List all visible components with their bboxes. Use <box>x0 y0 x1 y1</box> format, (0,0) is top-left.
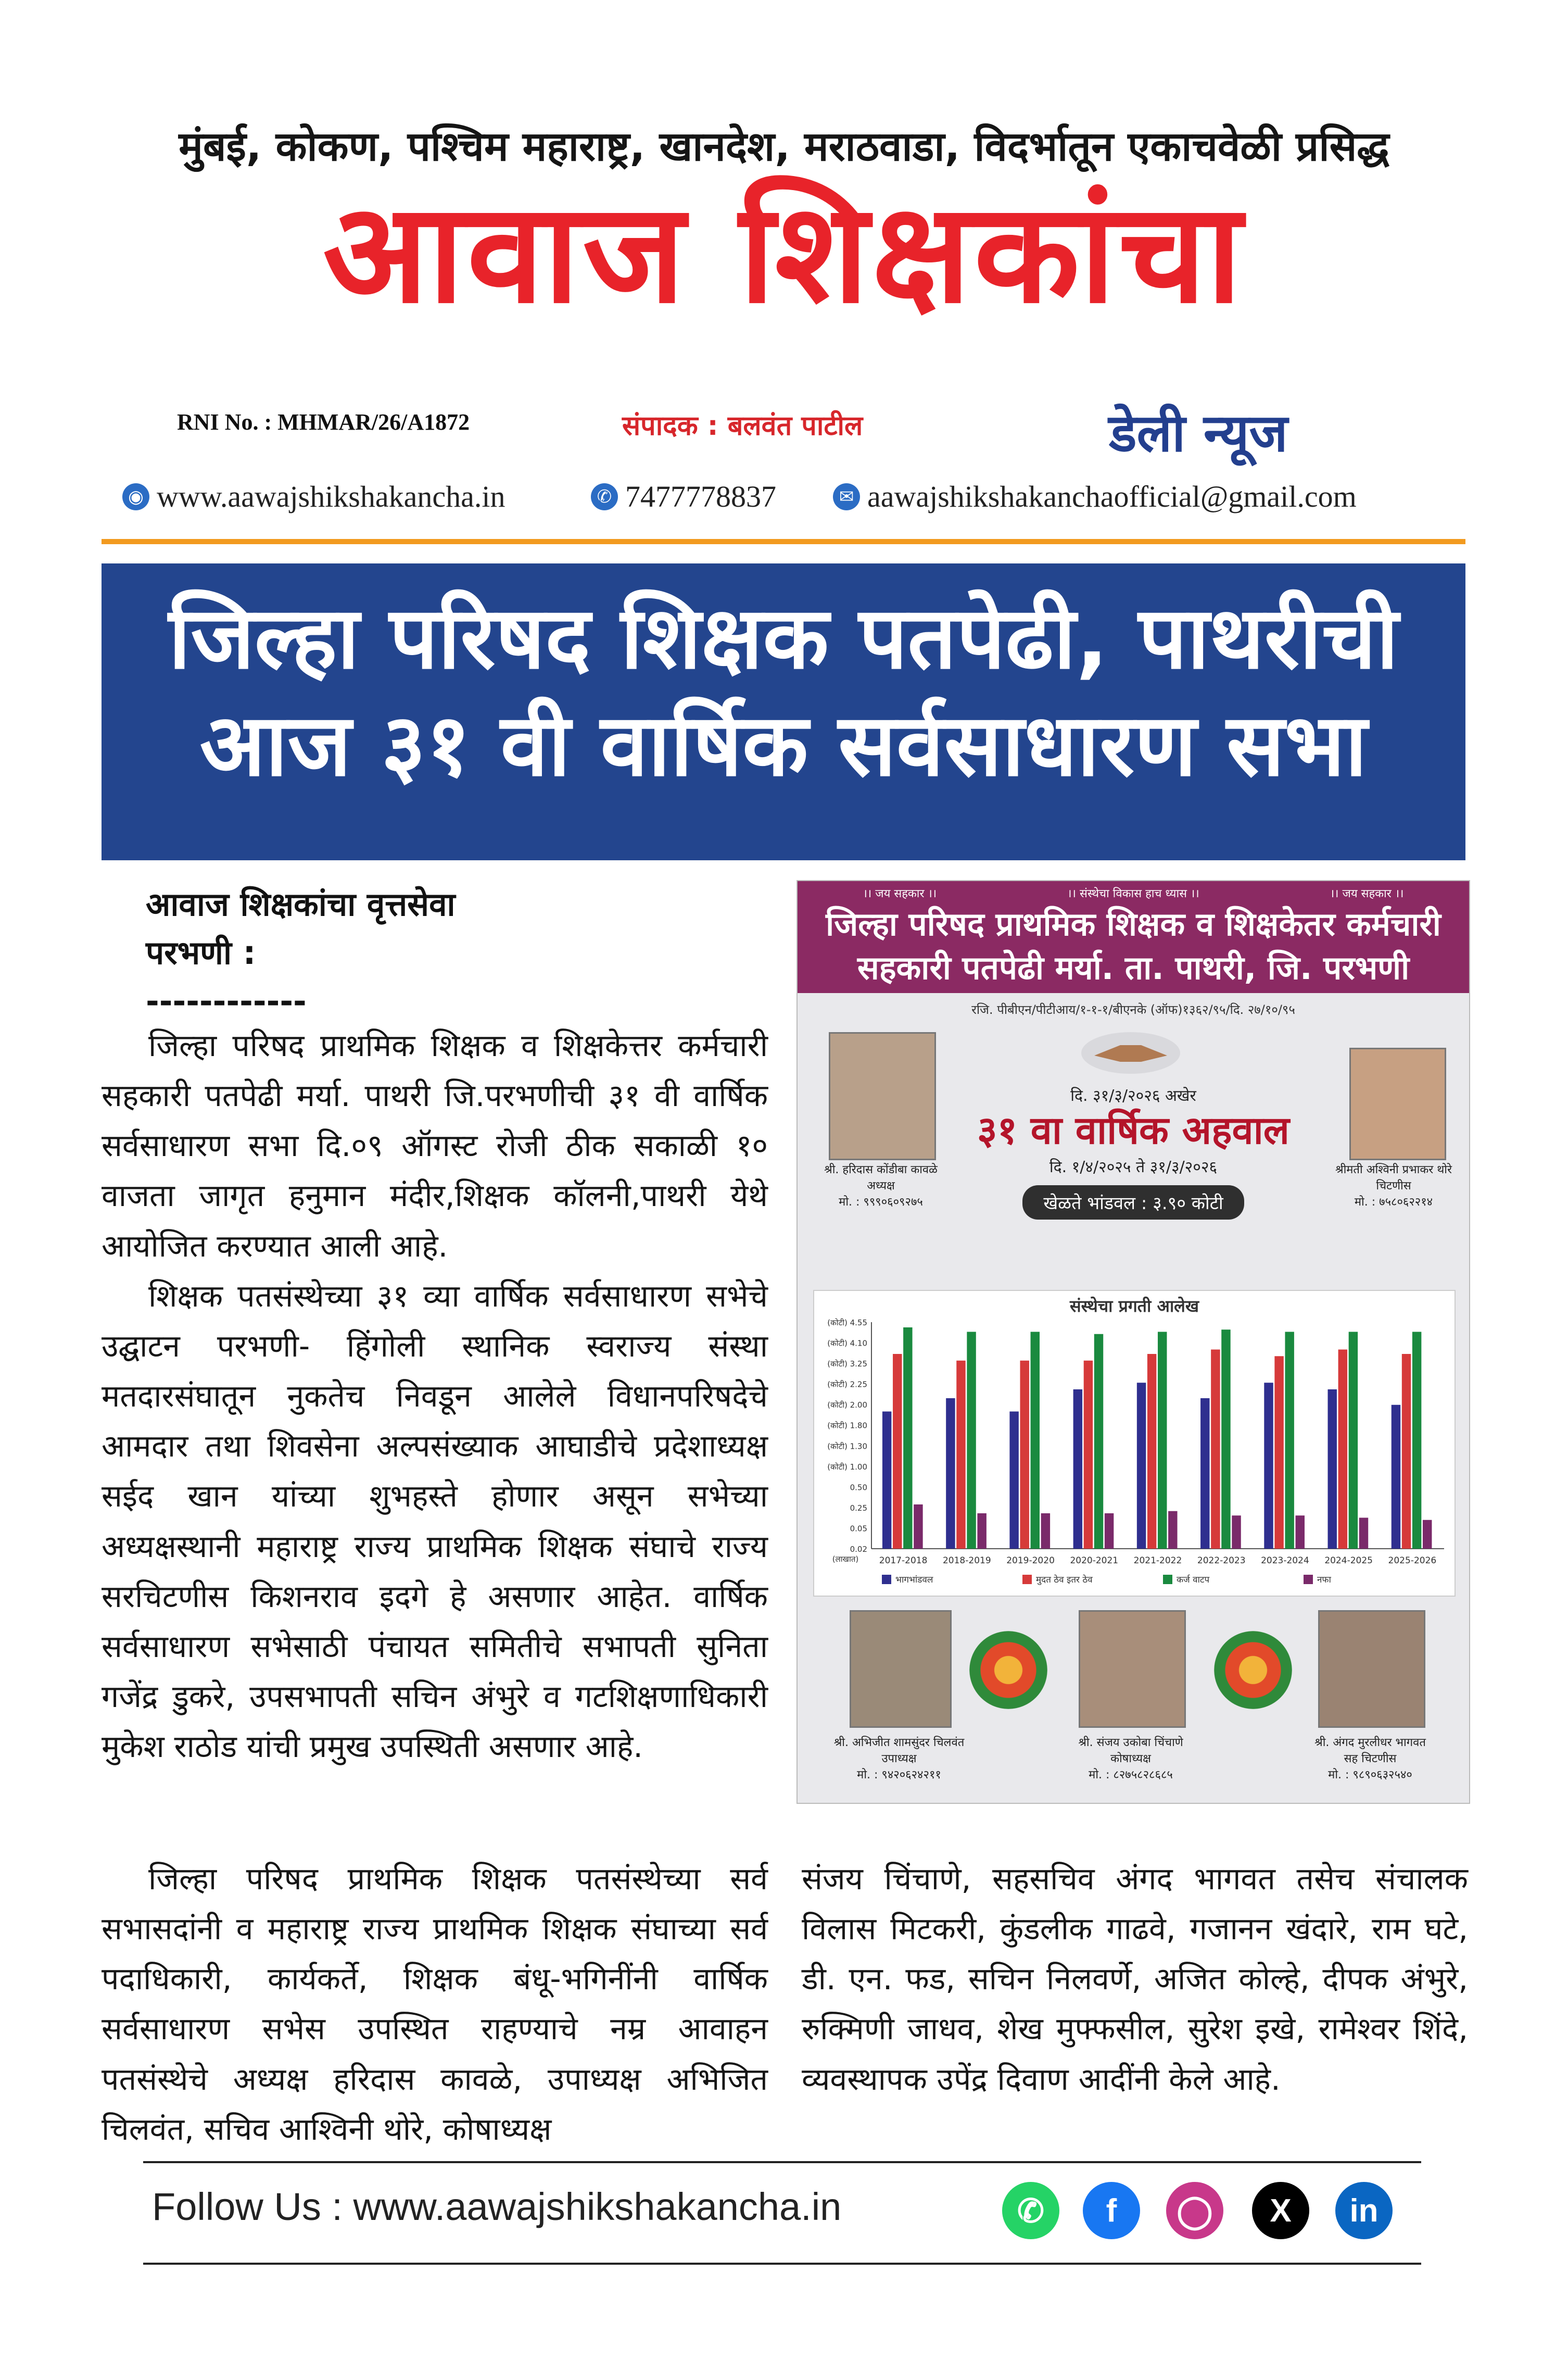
email-address[interactable]: aawajshikshakanchaofficial@gmail.com <box>867 480 1357 513</box>
headline-line-2: आज ३१ वी वार्षिक सर्वसाधारण सभा <box>199 695 1368 796</box>
bar-2-5 <box>1221 1329 1230 1549</box>
secretary-role: चिटणीस <box>1376 1179 1411 1193</box>
secretary-caption <box>1318 1162 1469 1210</box>
y-tick-label: (कोटी) 1.00 <box>827 1462 867 1472</box>
bar-2-2 <box>1031 1332 1040 1549</box>
vice-president-role: उपाध्यक्ष <box>881 1752 917 1765</box>
bar-2-1 <box>967 1332 976 1549</box>
bar-1-2 <box>1020 1361 1029 1549</box>
legend-swatch <box>1163 1575 1172 1584</box>
legend-label: मुदत ठेव इतर ठेव <box>1036 1575 1093 1585</box>
linkedin-icon[interactable]: in <box>1335 2182 1393 2239</box>
bar-2-3 <box>1094 1334 1103 1549</box>
y-tick-label: 0.50 <box>850 1483 867 1492</box>
x-tick-label: 2023-2024 <box>1261 1555 1309 1566</box>
president-phone: मो. : ९९९०६०९२७५ <box>839 1195 923 1209</box>
progress-chart-svg <box>814 1291 1455 1596</box>
treasurer-phone: मो. : ८२७५८२८६८५ <box>1089 1768 1173 1781</box>
x-icon[interactable]: X <box>1252 2182 1309 2239</box>
article-paragraph-2: शिक्षक पतसंस्थेच्या ३१ व्या वार्षिक सर्वसाधारण सभेचे उद्घाटन परभणी- हिंगोली स्थानिक स्वराज्य संस्था मतदारसंघातून नुकतेच निवडून आलेले विधानपरिषदेचे आमदार तथा शिवसेना अल्पसंख्याक आघाडीचे प्रदेशाध्यक्ष सईद खान यांच्या शुभहस्ते होणार असून सभेच्या अध्यक्षस्थानी महाराष्ट्र राज्य प्राथमिक शिक्षक संघाचे राज्य सरचिटणीस किशनराव इदगे हे असणार आहेत. वार्षिक सर्वसाधारण सभेसाठी पंचायत समितीचे सभापती सुनिता गजेंद्र डुकरे, उपसभापती सचिन अंभुरे व गटशिक्षणाधिकारी मुकेश राठोड यांची प्रमुख उपस्थिती असणार आहे. <box>102 1277 768 1765</box>
follow-us-text[interactable]: Follow Us : www.aawajshikshakancha.in <box>152 2185 842 2228</box>
joint-secretary-caption <box>1292 1735 1448 1783</box>
president-role: अध्यक्ष <box>867 1179 895 1193</box>
joint-secretary-name: श्री. अंगद मुरलीधर भागवत <box>1314 1736 1426 1749</box>
bar-1-3 <box>1084 1361 1093 1549</box>
bar-3-1 <box>977 1513 986 1549</box>
report-period: दि. १/४/२०२५ ते ३१/३/२०२६ <box>1049 1158 1218 1177</box>
bar-2-0 <box>903 1327 912 1549</box>
article-paragraph-3: जिल्हा परिषद प्राथमिक शिक्षक पतसंस्थेच्या सर्व सभासदांनी व महाराष्ट्र राज्य प्राथमिक शिक्षक संघाच्या सर्व पदाधिकारी, कार्यकर्ते, शिक्षक बंधू-भगिनींनी वार्षिक सर्वसाधारण सभेस उपस्थित राहण्याचे नम्र आवाहन पतसंस्थेचे अध्यक्ष हरिदास कावळे, उपाध्यक्ष अभिजित चिलवंत, सचिव आश्विनी थोरे, कोषाध्यक्ष <box>102 1861 768 2147</box>
footer-rule-bottom <box>143 2263 1421 2265</box>
bar-3-2 <box>1041 1513 1050 1549</box>
phone-number[interactable]: 7477778837 <box>625 480 776 513</box>
x-tick-label: 2025-2026 <box>1388 1555 1437 1566</box>
phone-icon: ✆ <box>591 483 618 510</box>
byline-agency: आवाज शिक्षकांचा वृत्तसेवा <box>146 885 456 923</box>
article-column-1 <box>102 1021 768 1772</box>
y-tick-label: (कोटी) 4.55 <box>827 1318 867 1327</box>
x-tick-label: 2017-2018 <box>879 1555 928 1566</box>
annual-report-poster <box>796 880 1470 1804</box>
vice-president-name: श्री. अभिजीत शामसुंदर चिलवंत <box>833 1736 965 1749</box>
bar-0-5 <box>1200 1398 1209 1549</box>
legend-label: भागभांडवल <box>895 1575 933 1585</box>
bar-0-0 <box>882 1412 891 1549</box>
bar-2-6 <box>1285 1332 1294 1549</box>
secretary-name: श्रीमती अश्विनी प्रभाकर थोरे <box>1335 1163 1452 1176</box>
instagram-icon[interactable]: ◯ <box>1166 2182 1223 2239</box>
treasurer-caption <box>1047 1735 1214 1783</box>
editor-name: संपादक : बलवंत पाटील <box>622 410 863 442</box>
daily-news-label: डेली न्यूज <box>1109 403 1288 463</box>
poster-slogan-left: ।। जय सहकार ।। <box>863 887 937 900</box>
treasurer-name: श्री. संजय उकोबा चिंचाणे <box>1078 1736 1183 1749</box>
secretary-photo <box>1349 1048 1446 1160</box>
legend-swatch <box>1304 1575 1313 1584</box>
website-link[interactable]: www.aawajshikshakancha.in <box>157 480 505 513</box>
president-name: श्री. हरिदास कोंडीबा कावळे <box>824 1163 938 1176</box>
article-paragraph-1: जिल्हा परिषद प्राथमिक शिक्षक व शिक्षकेत्तर कर्मचारी सहकारी पतपेढी मर्या. पाथरी जि.परभणीची ३१ वी वार्षिक सर्वसाधारण सभा दि.०९ ऑगस्ट रोजी ठीक सकाळी १० वाजता जागृत हनुमान मंदीर,शिक्षक कॉलनी,पाथरी येथे आयोजित करण्यात आली आहे. <box>102 1027 768 1264</box>
poster-title-1: जिल्हा परिषद प्राथमिक शिक्षक व शिक्षकेतर कर्मचारी <box>826 905 1441 943</box>
poster-slogan-center: ।। संस्थेचा विकास हाच ध्यास ।। <box>1067 887 1199 900</box>
y-axis-unit: (लाखात) <box>832 1554 859 1564</box>
email-icon: ✉ <box>833 483 860 510</box>
bar-0-1 <box>946 1398 955 1549</box>
x-tick-label: 2021-2022 <box>1133 1555 1182 1566</box>
bar-3-7 <box>1359 1518 1368 1549</box>
article-column-2 <box>802 1854 1468 2104</box>
bar-3-4 <box>1168 1511 1177 1549</box>
x-tick-label: 2022-2023 <box>1197 1555 1246 1566</box>
secretary-phone: मो. : ७५८०६२२१४ <box>1354 1195 1433 1209</box>
bar-3-6 <box>1296 1515 1305 1549</box>
rni-number: RNI No. : MHMAR/26/A1872 <box>177 409 470 435</box>
email-contact[interactable] <box>833 479 1357 514</box>
x-tick-label: 2018-2019 <box>942 1555 991 1566</box>
bar-0-4 <box>1137 1383 1146 1549</box>
handshake-icon <box>1079 1030 1183 1076</box>
flower-bouquet-left <box>969 1631 1047 1709</box>
bar-2-4 <box>1158 1332 1167 1549</box>
bar-0-3 <box>1073 1389 1082 1549</box>
x-tick-label: 2020-2021 <box>1070 1555 1119 1566</box>
footer-rule-top <box>143 2161 1421 2163</box>
poster-slogan-right: ।। जय सहकार ।। <box>1330 887 1404 900</box>
bar-3-5 <box>1232 1515 1241 1549</box>
x-tick-label: 2024-2025 <box>1324 1555 1373 1566</box>
masthead-title: आवाज शिक्षकांचा <box>323 173 1245 334</box>
treasurer-role: कोषाध्यक्ष <box>1110 1752 1151 1765</box>
poster-title-2: सहकारी पतपेढी मर्या. ता. पाथरी, जि. परभणी <box>857 948 1410 987</box>
joint-secretary-phone: मो. : ९८९०६३२५४० <box>1328 1768 1412 1781</box>
vice-president-photo <box>850 1610 952 1728</box>
y-tick-label: (कोटी) 4.10 <box>827 1338 867 1348</box>
website-contact[interactable] <box>122 479 505 514</box>
y-tick-label: 0.25 <box>850 1503 867 1513</box>
y-tick-label: 0.05 <box>850 1524 867 1534</box>
bar-3-8 <box>1423 1520 1432 1549</box>
article-paragraph-4: संजय चिंचाणे, सहसचिव अंगद भागवत तसेच संचालक विलास मिटकरी, कुंडलीक गाढवे, गजानन खंदारे, राम घटे, डी. एन. फड, सचिन निलवर्णे, अजित कोल्हे, दीपक अंभुरे, रुक्मिणी जाधव, शेख मुफ्फसील, सुरेश इखे, रामेश्वर शिंदे, व्यवस्थापक उपेंद्र दिवाण आदींनी केले आहे. <box>802 1861 1468 2097</box>
progress-chart <box>813 1290 1456 1597</box>
bar-2-7 <box>1349 1332 1358 1549</box>
byline <box>146 880 456 1025</box>
y-tick-label: 0.02 <box>850 1545 867 1554</box>
bar-1-6 <box>1274 1356 1283 1549</box>
legend-label: कर्ज वाटप <box>1177 1575 1210 1585</box>
phone-contact[interactable] <box>591 479 776 514</box>
legend-label: नफा <box>1317 1575 1331 1585</box>
joint-secretary-photo <box>1318 1610 1425 1728</box>
facebook-icon[interactable]: f <box>1083 2182 1140 2239</box>
y-tick-label: (कोटी) 1.80 <box>827 1421 867 1430</box>
bar-0-6 <box>1264 1383 1273 1549</box>
bar-3-0 <box>914 1504 922 1549</box>
masthead-tagline: मुंबई, कोकण, पश्चिम महाराष्ट्र, खानदेश, मराठवाडा, विदर्भातून एकाचवेळी प्रसिद्ध <box>179 123 1389 170</box>
report-date: दि. ३१/३/२०२६ अखेर <box>1070 1087 1196 1105</box>
bar-1-0 <box>893 1354 902 1549</box>
bar-0-8 <box>1392 1405 1400 1549</box>
bar-3-3 <box>1105 1513 1114 1549</box>
y-tick-label: (कोटी) 2.00 <box>827 1400 867 1410</box>
header-divider <box>102 539 1465 544</box>
president-photo <box>829 1032 936 1160</box>
whatsapp-icon[interactable]: ✆ <box>1002 2182 1059 2239</box>
bar-0-2 <box>1009 1412 1018 1549</box>
legend-swatch <box>1022 1575 1032 1584</box>
bar-1-5 <box>1211 1350 1220 1549</box>
bar-1-7 <box>1338 1350 1347 1549</box>
byline-place: परभणी : <box>146 934 256 972</box>
flower-bouquet-right <box>1214 1631 1292 1709</box>
treasurer-photo <box>1079 1610 1186 1728</box>
bar-1-8 <box>1402 1354 1411 1549</box>
vice-president-phone: मो. : ९४२०६२४२११ <box>857 1768 941 1781</box>
article-column-1-bottom <box>102 1854 768 2154</box>
y-tick-label: (कोटी) 3.25 <box>827 1359 867 1369</box>
poster-registration: रजि. पीबीएन/पीटीआय/१-१-१/बीएनके (ऑफ)१३६२/९५/दि. २७/१०/९५ <box>971 1002 1295 1017</box>
bar-1-1 <box>956 1361 965 1549</box>
bar-2-8 <box>1412 1332 1421 1549</box>
headline-banner <box>102 563 1465 860</box>
byline-rule: ------------ <box>146 982 307 1020</box>
legend-swatch <box>882 1575 891 1584</box>
working-capital-badge: खेळते भांडवल : ३.९० कोटी <box>1022 1185 1244 1220</box>
y-tick-label: (कोटी) 2.25 <box>827 1379 867 1389</box>
bar-0-7 <box>1328 1389 1337 1549</box>
chart-title: संस्थेचा प्रगती आलेख <box>1069 1296 1199 1316</box>
president-caption <box>808 1162 954 1210</box>
globe-icon: ◉ <box>122 483 149 510</box>
poster-header <box>798 881 1469 993</box>
joint-secretary-role: सह चिटणीस <box>1344 1752 1397 1765</box>
report-block <box>954 1084 1313 1220</box>
vice-president-caption <box>818 1735 980 1783</box>
x-tick-label: 2019-2020 <box>1006 1555 1055 1566</box>
headline-line-1: जिल्हा परिषद शिक्षक पतपेढी, पाथरीची <box>168 588 1399 688</box>
y-tick-label: (कोटी) 1.30 <box>827 1441 867 1451</box>
report-title: ३१ वा वार्षिक अहवाल <box>977 1108 1289 1153</box>
bar-1-4 <box>1147 1354 1156 1549</box>
